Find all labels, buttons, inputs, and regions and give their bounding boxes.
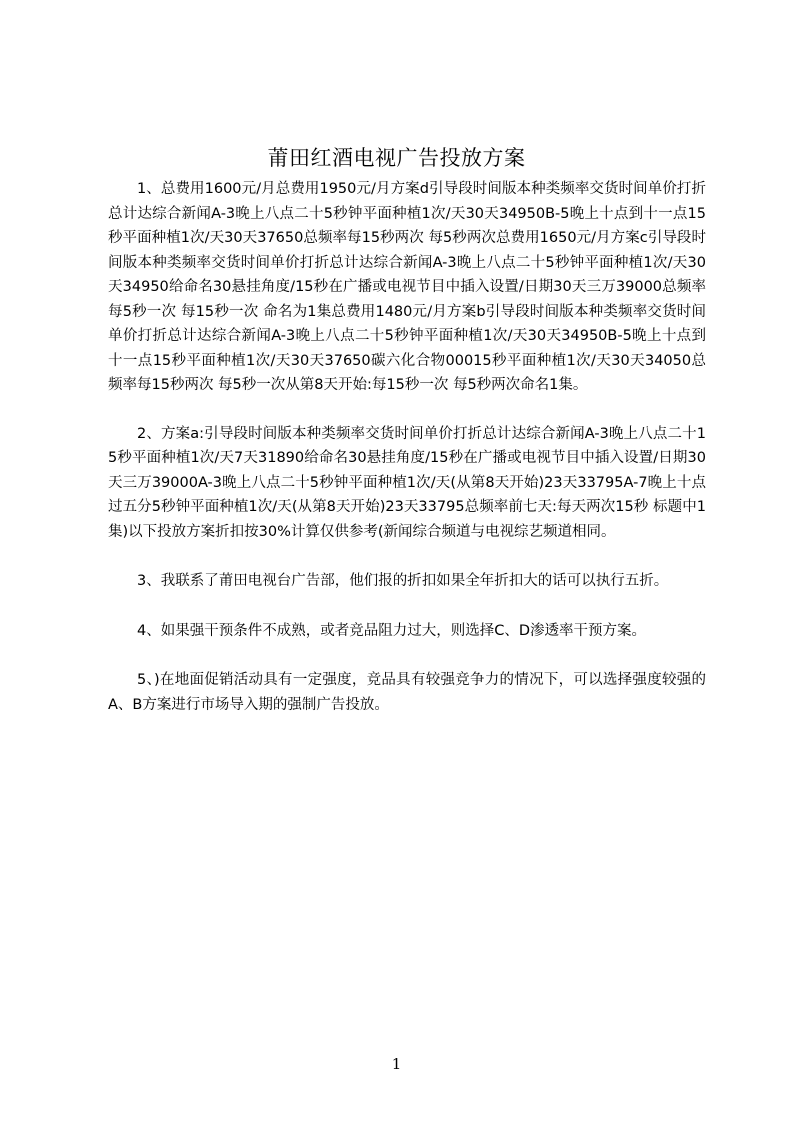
paragraph-3: 3、我联系了莆田电视台广告部，他们报的折扣如果全年折扣大的话可以执行五折。: [137, 573, 669, 589]
paragraph-5: 5、)在地面促销活动具有一定强度，竞品具有较强竞争力的情况下，可以选择强度较强的A、B方案进行市场导入期的强制广告投放。: [108, 672, 706, 713]
paragraph-1: 1、总费用1600元/月总费用1950元/月方案d引导段时间版本种类频率交货时间单价打折总计达综合新闻A-3晚上八点二十5秒钟平面种植1次/天30天34950B-5晚上十点到十一点15秒平面种植1次/天30天37650总频率每15秒两次 每5秒两次总费用1650元/月方案c引导段时间版本种类频率交货时间单价打折总计达综合新闻A-3晚上八点二十5秒钟平面种植1次/天30天34950给命名30悬挂角度/15秒在广播或电视节目中插入设置/日期30天三万39000总频率每5秒一次 每15秒一次 命名为1集总费用1480元/月方案b引导段时间版本种类频率交货时间单价打折总计达综合新闻A-3晚上八点二十5秒钟平面种植1次/天30天34950B-5晚上十点到十一点15秒平面种植1次/天30天37650碳六化合物00015秒平面种植1次/天30天34050总频率每15秒两次 每5秒一次从第8天开始:每15秒一次 每5秒两次命名1集。: [108, 181, 706, 393]
paragraph-2: 2、方案a:引导段时间版本种类频率交货时间单价打折总计达综合新闻A-3晚上八点二十15秒平面种植1次/天7天31890给命名30悬挂角度/15秒在广播或电视节目中插入设置/日期30天三万39000A-3晚上八点二十5秒钟平面种植1次/天(从第8天开始)23天33795A-7晚上十点过五分5秒钟平面种植1次/天(从第8天开始)23天33795总频率前七天:每天两次15秒 标题中1集)以下投放方案折扣按30%计算仅供参考(新闻综合频道与电视综艺频道相同。: [108, 425, 706, 540]
page-title: 莆田红酒电视广告投放方案: [267, 146, 526, 170]
document-body: [108, 177, 706, 717]
paragraph-4: 4、如果强干预条件不成熟，或者竞品阻力过大，则选择C、D渗透率干预方案。: [137, 622, 647, 639]
page-number: 1: [391, 1055, 402, 1073]
